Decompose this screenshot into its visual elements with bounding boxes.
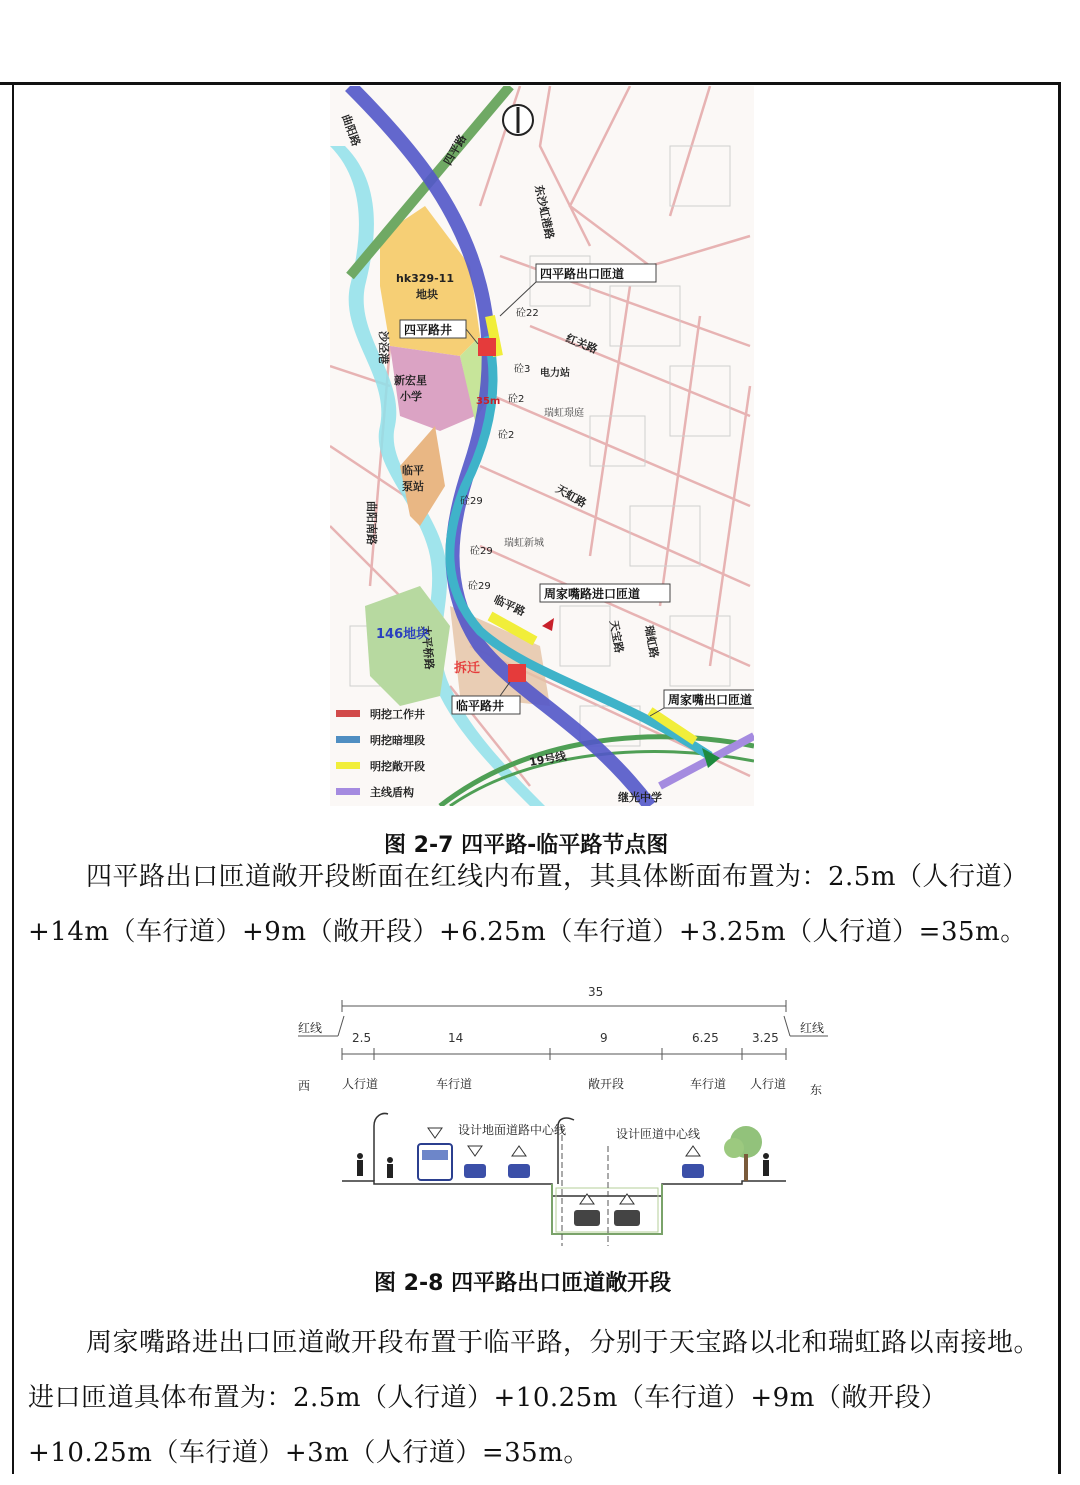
legend-swatch-well — [336, 710, 360, 717]
name-open-cut: 敞开段 — [588, 1077, 625, 1091]
left-border — [12, 84, 14, 1474]
lamp-icon — [374, 1114, 388, 1182]
road-label-hongguan: 红关路 — [563, 331, 600, 357]
hk-block-label: hk329-11 — [396, 272, 454, 285]
ramp-centerline-label: 设计匝道中心线 — [616, 1127, 701, 1141]
road-label-quyangnan: 曲阳南路 — [365, 501, 378, 545]
name-lane-west: 车行道 — [436, 1077, 473, 1091]
right-border — [1058, 84, 1061, 1474]
svg-text:临平路井: 临平路井 — [456, 699, 505, 713]
linping-well-marker — [508, 664, 526, 682]
bldg-label-3: 砼3 — [514, 364, 531, 375]
bldg-label-29a: 砼29 — [460, 496, 483, 507]
svg-text:四平路井: 四平路井 — [404, 323, 453, 337]
figure-2-7-caption: 图 2-7 四平路-临平路节点图 — [384, 833, 669, 858]
entry-arrow-icon — [542, 618, 554, 631]
svg-text:四平路出口匝道: 四平路出口匝道 — [540, 267, 625, 281]
red-line-left: 红线 — [298, 1021, 323, 1035]
cross-section-svg — [290, 976, 850, 1256]
paragraph-1 — [28, 850, 1048, 960]
name-sidewalk-east: 人行道 — [750, 1077, 787, 1091]
road-label-ruihong: 瑞虹路 — [642, 624, 661, 660]
road-label-dongsha: 东沙虹港路 — [532, 183, 557, 241]
pump-label: 临平 — [402, 464, 424, 477]
dim-lane-east: 6.25 — [692, 1031, 719, 1045]
tree-icon — [724, 1126, 762, 1181]
car-icon — [464, 1164, 704, 1226]
east-label: 东 — [810, 1083, 823, 1097]
dim-open-cut: 9 — [600, 1031, 608, 1045]
node-map-svg — [330, 86, 754, 806]
svg-text:周家嘴出口匝道: 周家嘴出口匝道 — [668, 693, 753, 707]
power-label: 电力站 — [540, 368, 570, 379]
legend-label-open: 明挖敞开段 — [370, 760, 425, 773]
bldg-label-2a: 砼2 — [508, 394, 525, 405]
siping-well-marker — [478, 338, 496, 356]
river-label: 沙泾港 — [377, 331, 390, 364]
west-label: 西 — [298, 1079, 311, 1093]
callout-zhoujia-exit — [650, 690, 754, 716]
figure-2-8-caption: 图 2-8 四平路出口匝道敞开段 — [374, 1271, 672, 1296]
distance-label: 35m — [476, 396, 501, 407]
name-lane-east: 车行道 — [690, 1077, 727, 1091]
road-label-taiping: 太平桥路 — [419, 625, 436, 671]
map-legend — [336, 707, 425, 799]
road-label-linping: 临平路 — [491, 592, 528, 619]
bldg-label-29b: 砼29 — [470, 546, 493, 557]
school-label: 继光中学 — [618, 791, 662, 804]
cross-section-figure — [290, 976, 850, 1256]
paragraph-1-text: 四平路出口匝道敞开段断面在红线内布置，其具体断面布置为：2.5m（人行道）+14m（车行道）+9m（敞开段）+6.25m（车行道）+3.25m（人行道）=35m。 — [28, 862, 1029, 947]
line19-label: 19号线 — [528, 749, 568, 769]
north-compass-icon — [503, 105, 533, 135]
dim-sidewalk-west: 2.5 — [352, 1031, 372, 1045]
garden-label: 瑞虹璟庭 — [544, 408, 584, 419]
bldg-label-22: 砼22 — [516, 308, 539, 319]
legend-label-well: 明挖工作井 — [370, 708, 425, 721]
paragraph-2-text: 周家嘴路进出口匝道敞开段布置于临平路，分别于天宝路以北和瑞虹路以南接地。进口匝道具体布置为：2.5m（人行道）+10.25m（车行道）+9m（敞开段）+10.25m（车行道）+3m（人行道）=35m。 — [28, 1328, 1041, 1468]
red-line-right: 红线 — [800, 1021, 825, 1035]
legend-swatch-buried — [336, 736, 360, 743]
pump-label2: 泵站 — [402, 480, 424, 493]
block146-label: 146地块 — [376, 627, 430, 642]
school-block-label: 新宏星 — [394, 374, 427, 387]
dim-lane-west: 14 — [448, 1031, 464, 1045]
road-label-tianhong: 天虹路 — [553, 482, 589, 511]
legend-swatch-shield — [336, 788, 360, 795]
road-label-quyang: 曲阳路 — [339, 112, 363, 149]
name-sidewalk-west: 人行道 — [342, 1077, 379, 1091]
node-map-figure — [330, 86, 754, 806]
demolish-label: 拆迁 — [454, 661, 481, 676]
svg-text:周家嘴路进口匝道: 周家嘴路进口匝道 — [544, 587, 641, 601]
trench-outline — [552, 1184, 662, 1234]
school-block-label2: 小学 — [400, 390, 422, 403]
road-centerline-label: 设计地面道路中心线 — [458, 1123, 567, 1137]
road-label-tianbao: 天宝路 — [607, 619, 626, 655]
callout-zhoujia-entry — [540, 584, 670, 602]
legend-label-buried: 明挖暗埋段 — [370, 734, 425, 747]
total-width: 35 — [588, 985, 604, 999]
bldg-label-29c: 砼29 — [468, 581, 491, 592]
legend-swatch-open — [336, 762, 360, 769]
hk-block-label2: 地块 — [416, 288, 438, 301]
city-label: 瑞虹新城 — [504, 538, 544, 549]
bldg-label-2b: 砼2 — [498, 430, 515, 441]
road-label-siping: 四平路 — [441, 132, 470, 168]
dim-sidewalk-east: 3.25 — [752, 1031, 779, 1045]
paragraph-2 — [28, 1316, 1048, 1481]
bus-icon — [418, 1144, 452, 1180]
legend-label-shield: 主线盾构 — [370, 786, 414, 799]
